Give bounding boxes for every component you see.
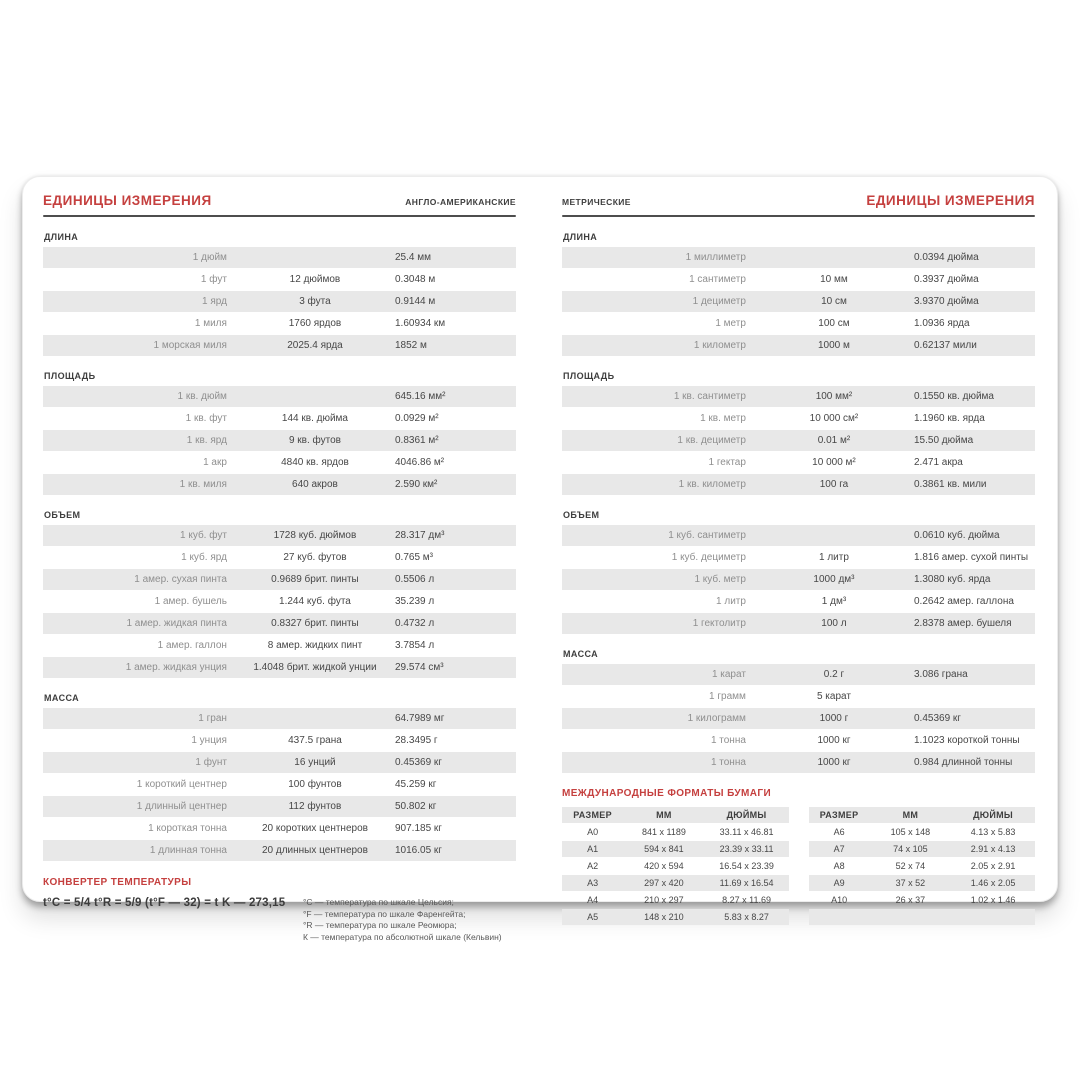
- conversion-table: [562, 386, 1035, 495]
- paper-empty-row: [809, 909, 1036, 925]
- measurement-section: [562, 510, 1035, 634]
- value-cell: 29.574 см³: [395, 662, 444, 673]
- paper-row: [562, 824, 789, 840]
- paper-formats-heading: МЕЖДУНАРОДНЫЕ ФОРМАТЫ БУМАГИ: [562, 788, 772, 799]
- paper-cell: 841 x 1189: [641, 827, 686, 837]
- value-cell: 1.816 амер. сухой пинты: [914, 552, 1029, 563]
- unit-cell: 1 миля: [194, 318, 227, 329]
- paper-header-row: [562, 807, 789, 823]
- unit-cell: 1 дециметр: [692, 296, 746, 307]
- table-row: [43, 730, 516, 751]
- table-row: [562, 291, 1035, 312]
- equivalent-cell: [237, 386, 393, 407]
- value-cell: 2.590 км²: [395, 479, 438, 490]
- paper-cell: 33.11 x 46.81: [719, 827, 774, 837]
- section-heading: ДЛИНА: [563, 232, 598, 242]
- table-row: [43, 269, 516, 290]
- unit-cell: 1 кв. фут: [185, 413, 227, 424]
- table-row: [43, 430, 516, 451]
- paper-cell: [809, 909, 870, 925]
- unit-cell: 1 куб. фут: [180, 530, 227, 541]
- right-page: [562, 193, 1035, 922]
- paper-cell: 1.46 x 2.05: [970, 878, 1016, 888]
- value-cell: 28.317 дм³: [395, 530, 445, 541]
- paper-cell: 23.39 x 33.11: [719, 844, 774, 854]
- equivalent-cell: 1000 г: [819, 713, 849, 724]
- conversion-table: [43, 386, 516, 495]
- equivalent-cell: 437.5 грана: [288, 735, 342, 746]
- unit-cell: 1 гектар: [708, 457, 746, 468]
- value-cell: 25.4 мм: [395, 252, 431, 263]
- unit-cell: 1 фут: [200, 274, 227, 285]
- value-cell: 1.1023 короткой тонны: [914, 735, 1020, 746]
- value-cell: 0.1550 кв. дюйма: [914, 391, 994, 402]
- section-heading: ДЛИНА: [44, 232, 79, 242]
- table-row: [562, 452, 1035, 473]
- equivalent-cell: 100 га: [819, 479, 849, 490]
- measurement-section: [562, 649, 1035, 773]
- conversion-table: [562, 664, 1035, 773]
- equivalent-cell: 5 карат: [816, 691, 851, 702]
- equivalent-cell: 100 см: [818, 318, 850, 329]
- unit-cell: 1 куб. метр: [694, 574, 746, 585]
- equivalent-cell: 1000 кг: [817, 757, 851, 768]
- table-row: [562, 408, 1035, 429]
- equivalent-cell: 144 кв. дюйма: [281, 413, 348, 424]
- value-cell: 0.2642 амер. галлона: [914, 596, 1014, 607]
- paper-cell: 2.05 x 2.91: [970, 861, 1016, 871]
- equivalent-cell: [237, 247, 393, 268]
- unit-cell: 1 кв. ярд: [186, 435, 227, 446]
- header-rule: [43, 215, 516, 217]
- conversion-table: [562, 247, 1035, 356]
- unit-cell: 1 грамм: [709, 691, 746, 702]
- table-row: [43, 525, 516, 546]
- value-cell: 4046.86 м²: [395, 457, 445, 468]
- table-row: [562, 247, 1035, 268]
- table-row: [43, 569, 516, 590]
- paper-cell: 297 x 420: [644, 878, 684, 888]
- equivalent-cell: 0.2 г: [823, 669, 845, 680]
- paper-cell: 4.13 x 5.83: [970, 827, 1016, 837]
- temperature-formula: t°C = 5/4 t°R = 5/9 (t°F — 32) = t K — 273,15: [43, 897, 286, 909]
- table-row: [562, 474, 1035, 495]
- value-cell: 0.3861 кв. мили: [914, 479, 987, 490]
- unit-cell: 1 тонна: [710, 735, 746, 746]
- equivalent-cell: 12 дюймов: [289, 274, 341, 285]
- section-heading: МАССА: [44, 693, 80, 703]
- paper-header-cell: ММ: [656, 810, 672, 820]
- equivalent-cell: 1000 м: [818, 340, 850, 351]
- unit-cell: 1 амер. сухая пинта: [134, 574, 227, 585]
- table-row: [562, 335, 1035, 356]
- value-cell: 35.239 л: [395, 596, 435, 607]
- right-sections: [562, 232, 1035, 773]
- paper-cell: A9: [833, 878, 845, 888]
- value-cell: 3.9370 дюйма: [914, 296, 979, 307]
- temperature-note: К — температура по абсолютной шкале (Кельвин): [302, 931, 502, 942]
- unit-cell: 1 ярд: [202, 296, 227, 307]
- value-cell: 0.62137 мили: [914, 340, 977, 351]
- temperature-note: °C — температура по шкале Цельсия;: [302, 897, 454, 907]
- value-cell: 64.7989 мг: [395, 713, 445, 724]
- paper-row: [562, 875, 789, 891]
- paper-row: [809, 892, 1036, 908]
- paper-cell: A5: [587, 912, 599, 922]
- equivalent-cell: 20 длинных центнеров: [261, 845, 368, 856]
- paper-row: [809, 841, 1036, 857]
- paper-row: [562, 858, 789, 874]
- table-row: [562, 547, 1035, 568]
- value-cell: 28.3495 г: [395, 735, 438, 746]
- unit-cell: 1 километр: [693, 340, 746, 351]
- section-heading: ПЛОЩАДЬ: [44, 371, 96, 381]
- unit-cell: 1 кв. километр: [678, 479, 746, 490]
- measurement-section: [562, 371, 1035, 495]
- paper-cell: 420 x 594: [644, 861, 684, 871]
- page-subtitle: АНГЛО-АМЕРИКАНСКИЕ: [405, 197, 516, 207]
- temperature-notes: [303, 897, 516, 943]
- equivalent-cell: 27 куб. футов: [283, 552, 347, 563]
- section-heading: ПЛОЩАДЬ: [563, 371, 615, 381]
- equivalent-cell: 0.8327 брит. пинты: [271, 618, 359, 629]
- equivalent-cell: 100 мм²: [815, 391, 853, 402]
- unit-cell: 1 фунт: [195, 757, 227, 768]
- conversion-table: [43, 247, 516, 356]
- table-row: [43, 708, 516, 729]
- table-row: [43, 818, 516, 839]
- table-row: [43, 752, 516, 773]
- table-row: [562, 430, 1035, 451]
- value-cell: 45.259 кг: [395, 779, 437, 790]
- paper-table: [562, 807, 789, 926]
- equivalent-cell: 1728 куб. дюймов: [273, 530, 357, 541]
- value-cell: 0.3937 дюйма: [914, 274, 979, 285]
- table-row: [43, 247, 516, 268]
- table-row: [43, 452, 516, 473]
- measurement-section: [43, 371, 516, 495]
- unit-cell: 1 акр: [203, 457, 227, 468]
- value-cell: 3.086 грана: [914, 669, 968, 680]
- equivalent-cell: 1760 ярдов: [288, 318, 342, 329]
- paper-row: [809, 875, 1036, 891]
- unit-cell: 1 короткий центнер: [136, 779, 227, 790]
- paper-cell: 74 x 105: [893, 844, 928, 854]
- section-heading: МАССА: [563, 649, 599, 659]
- section-heading: ОБЪЕМ: [44, 510, 81, 520]
- paper-cell: 8.27 x 11.69: [722, 895, 771, 905]
- unit-cell: 1 метр: [715, 318, 746, 329]
- value-cell: 1.0936 ярда: [914, 318, 970, 329]
- paper-cell: A8: [833, 861, 845, 871]
- paper-header-cell: ДЮЙМЫ: [973, 810, 1014, 820]
- paper-cell: 594 x 841: [644, 844, 684, 854]
- value-cell: 0.0394 дюйма: [914, 252, 979, 263]
- value-cell: 3.7854 л: [395, 640, 435, 651]
- table-row: [562, 569, 1035, 590]
- paper-cell: A0: [587, 827, 599, 837]
- page-title: ЕДИНИЦЫ ИЗМЕРЕНИЯ: [43, 193, 212, 208]
- unit-cell: 1 кв. миля: [179, 479, 227, 490]
- equivalent-cell: 112 фунтов: [288, 801, 342, 812]
- paper-cell: A2: [587, 861, 599, 871]
- temperature-heading: КОНВЕРТЕР ТЕМПЕРАТУРЫ: [43, 877, 192, 888]
- table-row: [562, 386, 1035, 407]
- value-cell: 0.765 м³: [395, 552, 434, 563]
- paper-header-cell: РАЗМЕР: [573, 810, 612, 820]
- value-cell: 50.802 кг: [395, 801, 437, 812]
- value-cell: 0.45369 кг: [914, 713, 961, 724]
- paper-header-cell: ММ: [902, 810, 919, 820]
- table-row: [43, 386, 516, 407]
- paper-cell: A4: [587, 895, 599, 905]
- value-cell: 1.60934 км: [395, 318, 446, 329]
- page-subtitle: МЕТРИЧЕСКИЕ: [562, 197, 631, 207]
- table-row: [43, 474, 516, 495]
- value-cell: 2.8378 амер. бушеля: [914, 618, 1012, 629]
- section-heading: ОБЪЕМ: [563, 510, 600, 520]
- table-row: [43, 291, 516, 312]
- value-cell: 1.3080 куб. ярда: [914, 574, 991, 585]
- paper-header-row: [809, 807, 1036, 823]
- paper-cell: A6: [833, 827, 845, 837]
- equivalent-cell: 9 кв. футов: [288, 435, 341, 446]
- conversion-table: [43, 708, 516, 861]
- right-page-header: [562, 193, 1035, 208]
- temperature-note: °R — температура по шкале Реомюра;: [302, 920, 457, 930]
- paper-cell: 52 x 74: [895, 861, 926, 871]
- equivalent-cell: 0.9689 брит. пинты: [271, 574, 359, 585]
- unit-cell: 1 амер. жидкая пинта: [126, 618, 227, 629]
- value-cell: 15.50 дюйма: [914, 435, 974, 446]
- equivalent-cell: 1.4048 брит. жидкой унции: [253, 662, 377, 673]
- left-sections: [43, 232, 516, 861]
- paper-cell: A1: [587, 844, 599, 854]
- equivalent-cell: 10 мм: [820, 274, 848, 285]
- unit-cell: 1 гектолитр: [692, 618, 746, 629]
- table-row: [562, 686, 1035, 707]
- conversion-table: [562, 525, 1035, 634]
- equivalent-cell: 1.244 куб. фута: [279, 596, 351, 607]
- equivalent-cell: 100 фунтов: [288, 779, 342, 790]
- page-title: ЕДИНИЦЫ ИЗМЕРЕНИЯ: [866, 193, 1035, 208]
- table-row: [562, 664, 1035, 685]
- equivalent-cell: 1000 кг: [817, 735, 851, 746]
- unit-cell: 1 дюйм: [192, 252, 227, 263]
- unit-cell: 1 амер. жидкая унция: [125, 662, 227, 673]
- header-rule: [562, 215, 1035, 217]
- table-row: [562, 708, 1035, 729]
- table-row: [43, 774, 516, 795]
- paper-cell: A7: [833, 844, 845, 854]
- paper-cell: 16.54 x 23.39: [719, 861, 774, 871]
- equivalent-cell: [237, 708, 393, 729]
- table-row: [43, 840, 516, 861]
- unit-cell: 1 сантиметр: [689, 274, 746, 285]
- temperature-content: [43, 897, 516, 943]
- unit-cell: 1 куб. дециметр: [671, 552, 746, 563]
- unit-cell: 1 миллиметр: [685, 252, 746, 263]
- measurement-section: [43, 693, 516, 861]
- paper-format-tables: [562, 807, 1035, 926]
- equivalent-cell: [756, 525, 912, 546]
- equivalent-cell: 1 литр: [819, 552, 849, 563]
- value-cell: 907.185 кг: [395, 823, 442, 834]
- unit-cell: 1 тонна: [710, 757, 746, 768]
- table-row: [43, 796, 516, 817]
- unit-cell: 1 амер. галлон: [157, 640, 227, 651]
- paper-cell: 148 x 210: [644, 912, 684, 922]
- table-row: [562, 730, 1035, 751]
- unit-cell: 1 короткая тонна: [148, 823, 227, 834]
- measurement-section: [43, 510, 516, 678]
- equivalent-cell: 100 л: [821, 618, 847, 629]
- equivalent-cell: 8 амер. жидких пинт: [267, 640, 363, 651]
- temperature-converter: [43, 877, 516, 943]
- paper-table: [809, 807, 1036, 926]
- unit-cell: 1 килограмм: [687, 713, 746, 724]
- equivalent-cell: 10 000 м²: [812, 457, 856, 468]
- unit-cell: 1 кв. дюйм: [177, 391, 227, 402]
- value-cell: 0.8361 м²: [395, 435, 439, 446]
- table-row: [43, 408, 516, 429]
- left-page-header: [43, 193, 516, 208]
- equivalent-cell: 2025.4 ярда: [287, 340, 343, 351]
- value-cell: 0.9144 м: [395, 296, 436, 307]
- table-row: [43, 547, 516, 568]
- paper-cell: 5.83 x 8.27: [724, 912, 769, 922]
- paper-cell: A3: [587, 878, 599, 888]
- table-row: [43, 657, 516, 678]
- left-page: [43, 193, 516, 942]
- value-cell: 0.0929 м²: [395, 413, 439, 424]
- paper-header-cell: РАЗМЕР: [819, 810, 859, 820]
- value-cell: 2.471 акра: [914, 457, 963, 468]
- equivalent-cell: 10 000 см²: [809, 413, 859, 424]
- table-row: [562, 591, 1035, 612]
- table-row: [43, 613, 516, 634]
- unit-cell: 1 куб. ярд: [181, 552, 227, 563]
- table-row: [562, 752, 1035, 773]
- unit-cell: 1 кв. метр: [700, 413, 746, 424]
- table-row: [43, 313, 516, 334]
- equivalent-cell: 20 коротких центнеров: [261, 823, 368, 834]
- value-cell: 0.984 длинной тонны: [914, 757, 1013, 768]
- table-row: [43, 635, 516, 656]
- paper-row: [809, 858, 1036, 874]
- table-row: [562, 525, 1035, 546]
- value-cell: 1016.05 кг: [395, 845, 442, 856]
- planner-spread: [22, 176, 1058, 942]
- paper-cell: 1.02 x 1.46: [970, 895, 1016, 905]
- paper-row: [809, 824, 1036, 840]
- value-cell: 0.45369 кг: [395, 757, 442, 768]
- table-row: [562, 313, 1035, 334]
- paper-header-cell: ДЮЙМЫ: [726, 810, 767, 820]
- paper-row: [562, 892, 789, 908]
- paper-cell: 210 x 297: [644, 895, 684, 905]
- value-cell: [912, 686, 1035, 707]
- table-row: [43, 591, 516, 612]
- table-row: [562, 613, 1035, 634]
- unit-cell: 1 литр: [716, 596, 746, 607]
- value-cell: 1852 м: [395, 340, 427, 351]
- conversion-table: [43, 525, 516, 678]
- value-cell: 0.5506 л: [395, 574, 435, 585]
- paper-row: [562, 841, 789, 857]
- measurement-section: [562, 232, 1035, 356]
- unit-cell: 1 кв. дециметр: [677, 435, 746, 446]
- value-cell: 0.0610 куб. дюйма: [914, 530, 1000, 541]
- value-cell: 1.1960 кв. ярда: [914, 413, 985, 424]
- paper-cell: 26 x 37: [895, 895, 926, 905]
- unit-cell: 1 морская миля: [153, 340, 227, 351]
- unit-cell: 1 карат: [711, 669, 746, 680]
- value-cell: 0.4732 л: [395, 618, 435, 629]
- unit-cell: 1 длинный центнер: [136, 801, 227, 812]
- equivalent-cell: 640 акров: [292, 479, 338, 490]
- unit-cell: 1 унция: [191, 735, 227, 746]
- equivalent-cell: 4840 кв. ярдов: [281, 457, 349, 468]
- paper-cell: 105 x 148: [890, 827, 931, 837]
- equivalent-cell: 3 фута: [299, 296, 331, 307]
- paper-cell: 2.91 x 4.13: [970, 844, 1016, 854]
- equivalent-cell: 1 дм³: [821, 596, 847, 607]
- unit-cell: 1 длинная тонна: [149, 845, 227, 856]
- temperature-note: °F — температура по шкале Фаренгейта;: [302, 908, 466, 919]
- equivalent-cell: [756, 247, 912, 268]
- measurement-section: [43, 232, 516, 356]
- paper-cell: 11.69 x 16.54: [719, 878, 774, 888]
- equivalent-cell: 0.01 м²: [817, 435, 851, 446]
- paper-cell: A10: [831, 895, 848, 905]
- paper-formats: [562, 788, 1035, 926]
- equivalent-cell: 16 унций: [294, 757, 336, 768]
- unit-cell: 1 гран: [198, 713, 227, 724]
- equivalent-cell: 10 см: [821, 296, 847, 307]
- paper-row: [562, 909, 789, 925]
- unit-cell: 1 кв. сантиметр: [673, 391, 746, 402]
- table-row: [43, 335, 516, 356]
- table-row: [562, 269, 1035, 290]
- equivalent-cell: 1000 дм³: [813, 574, 855, 585]
- value-cell: 0.3048 м: [395, 274, 436, 285]
- unit-cell: 1 куб. сантиметр: [668, 530, 746, 541]
- unit-cell: 1 амер. бушель: [154, 596, 227, 607]
- paper-cell: 37 x 52: [895, 878, 926, 888]
- value-cell: 645.16 мм²: [395, 391, 446, 402]
